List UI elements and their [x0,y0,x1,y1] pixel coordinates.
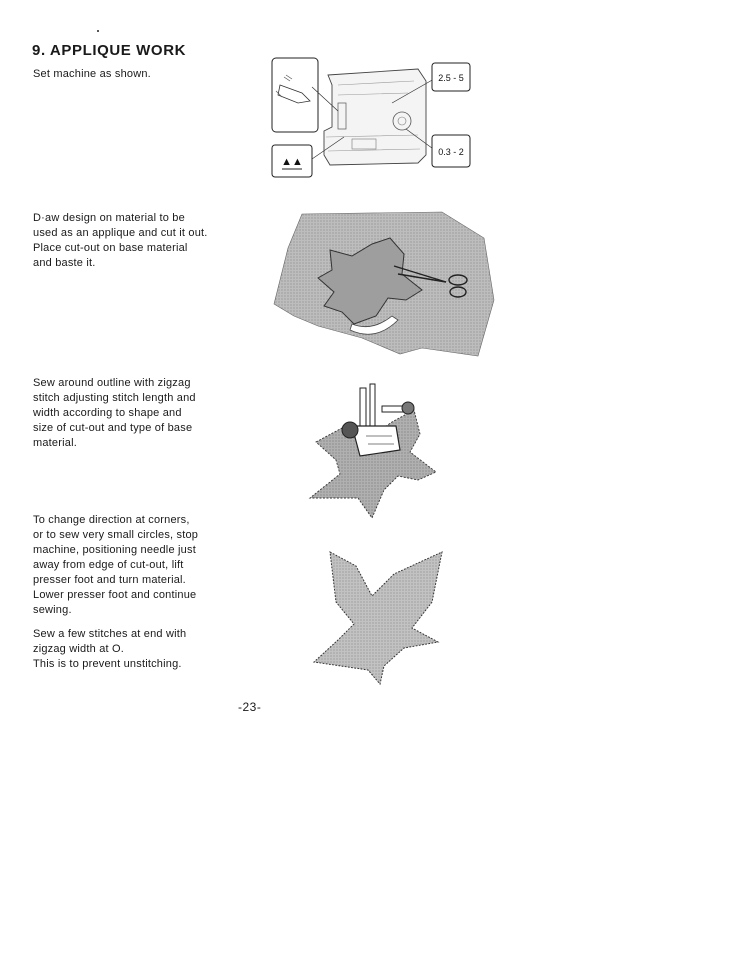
step-5-text [33,627,215,672]
section-title: 9. APPLIQUE WORK [32,42,187,59]
step-1-text [33,67,215,82]
stitch-length-label: 2.5 - 5 [438,73,464,83]
page-number: -23- [238,700,262,714]
step-2-text [33,211,215,271]
text-line: or to sew very small circles, stop [33,529,199,541]
text-line: Sew around outline with zigzag [33,377,191,389]
presser-foot-detail [276,75,292,97]
text-line: material. [33,437,77,449]
text-line: used as an applique and cut it out. [33,227,208,239]
text-line: machine, positioning needle just [33,544,196,556]
text-line: To change direction at corners, [33,514,190,526]
text-line: Lower presser foot and continue [33,589,197,601]
text-line: stitch adjusting stitch length and [33,392,196,404]
text-line: presser foot and turn material. [33,574,186,586]
text-line: sewing. [33,604,72,616]
step-4-text [33,513,215,618]
text-line: Sew a few stitches at end with [33,628,187,640]
sewing-machine-settings-figure [268,55,476,183]
sewing-outline-figure [302,380,452,522]
text-line: Place cut-out on base material [33,242,188,254]
feed-dog-symbol: ▲▲ [281,156,303,168]
stitch-width-label: 0.3 - 2 [438,147,464,157]
finished-applique-figure [306,544,446,686]
print-speck [97,30,99,32]
text-line: Set machine as shown. [33,68,151,80]
step-3-text [33,376,215,451]
applique-leaf-finished [314,552,442,684]
cutting-applique-figure [272,208,496,358]
text-line: This is to prevent unstitching. [33,658,182,670]
text-line: zigzag width at O. [33,643,125,655]
text-line: size of cut-out and type of base [33,422,193,434]
text-line: away from edge of cut-out, lift [33,559,184,571]
presser-foot-icon [278,85,310,103]
text-line: and baste it. [33,257,96,269]
text-line: width according to shape and [33,407,182,419]
text-line: D·aw design on material to be [33,212,185,224]
